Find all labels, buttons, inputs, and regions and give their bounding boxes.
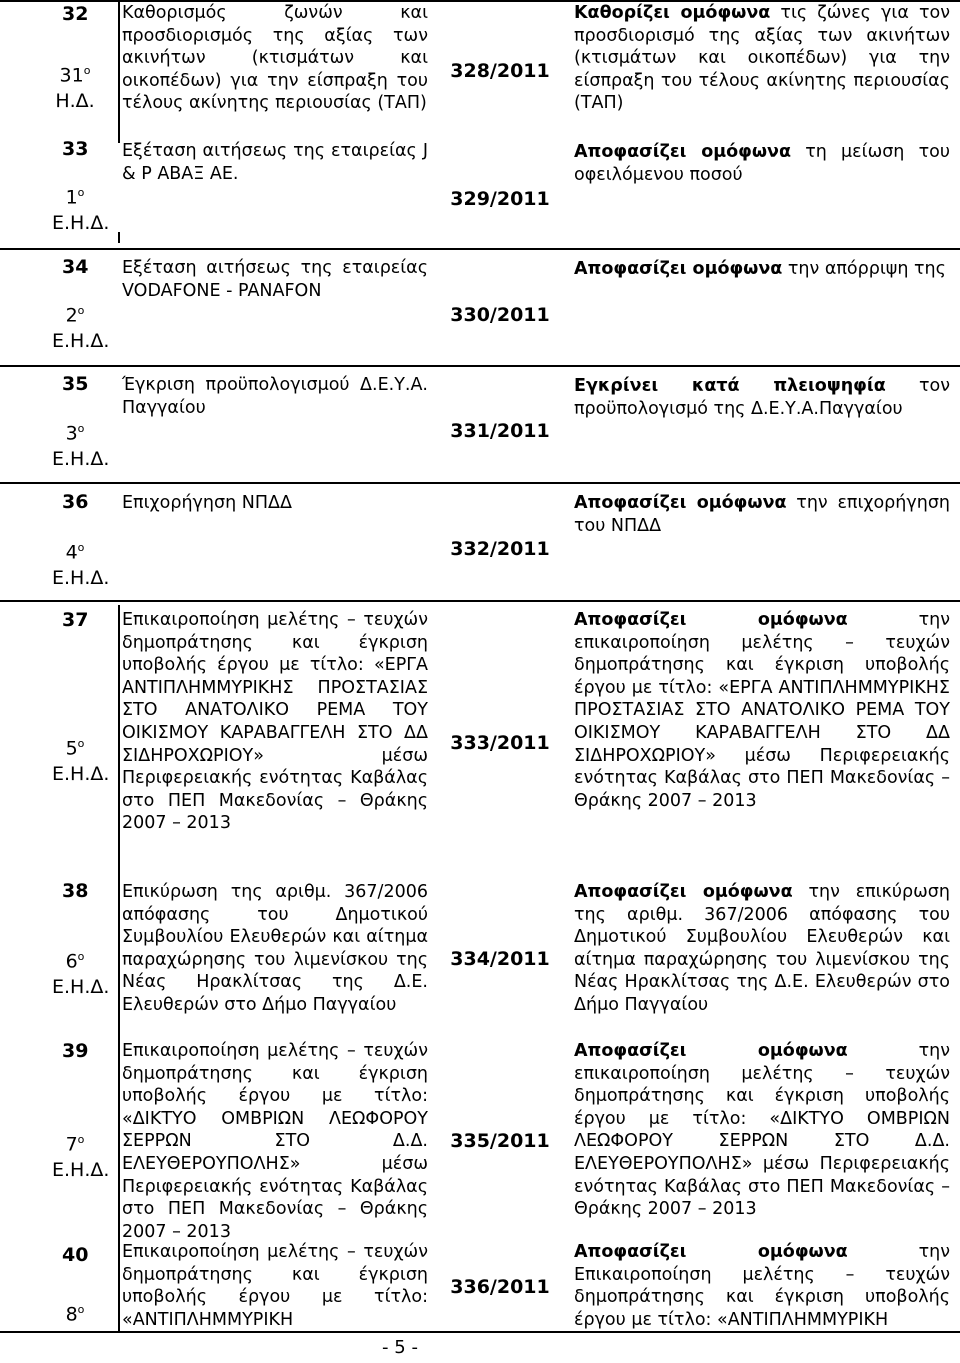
decision-text xyxy=(574,2,950,115)
session-ordinal: ο xyxy=(77,186,85,199)
item-number: 36 xyxy=(62,491,89,513)
subject-text: Έγκριση προϋπολογισμού Δ.Ε.Υ.Α. Παγγαίου xyxy=(122,375,428,418)
decision-text xyxy=(574,1241,950,1331)
decision-text xyxy=(574,141,950,186)
decision-text xyxy=(574,375,950,420)
decision-verb: Αποφασίζει ομόφωνα xyxy=(574,493,787,513)
decision-detail: την απόρριψη της xyxy=(782,259,946,279)
subject-text: Επικύρωση της αριθμ. 367/2006 απόφασης του Δημοτικού Συμβουλίου Ελευθερών και αίτημα παραχώρησης του λιμενίσκου της Νέας Ηρακλίτσας της Δ.Ε. Ελευθερών στο Δήμο Παγγαίου xyxy=(122,882,428,1015)
decision-verb: Αποφασίζει ομόφωνα xyxy=(574,259,783,279)
session-type: Η.Δ. xyxy=(55,90,95,113)
session-label xyxy=(52,58,98,114)
page-number: - 5 - xyxy=(382,1337,418,1358)
session-label xyxy=(52,1127,110,1183)
session-type: Ε.Η.Δ. xyxy=(52,448,110,471)
row-separator xyxy=(0,600,960,602)
item-number: 39 xyxy=(62,1040,89,1062)
decision-number: 336/2011 xyxy=(450,1276,550,1298)
decision-number: 332/2011 xyxy=(450,538,550,560)
session-type: Ε.Η.Δ. xyxy=(52,212,110,235)
decision-verb: Εγκρίνει κατά πλειοψηφία xyxy=(574,376,886,396)
session-number: 5 xyxy=(65,737,78,760)
decision-number: 330/2011 xyxy=(450,304,550,326)
session-type: Ε.Η.Δ. xyxy=(52,1159,110,1182)
decision-text xyxy=(574,881,950,1017)
decision-verb: Αποφασίζει ομόφωνα xyxy=(574,882,793,902)
decision-verb: Καθορίζει ομόφωνα xyxy=(574,3,771,23)
session-ordinal: ο xyxy=(77,422,85,435)
session-ordinal: ο xyxy=(77,1133,85,1146)
decision-text xyxy=(574,1040,950,1221)
decision-detail: την Επικαιροποίηση μελέτης – τευχών δημοπράτησης και έγκριση υποβολής έργου με τίτλο: «ΑΝΤΙΠΛΗΜΜΥΡΙΚΗ xyxy=(574,1242,951,1330)
column-divider xyxy=(118,605,120,1331)
decision-number: 333/2011 xyxy=(450,732,550,754)
subject-text: Επικαιροποίηση μελέτης – τευχών δημοπράτησης και έγκριση υποβολής έργου με τίτλο: «ΕΡΓΑ ΑΝΤΙΠΛΗΜΜΥΡΙΚΗΣ ΠΡΟΣΤΑΣΙΑΣ ΣΤΟ ΑΝΑΤΟΛΙΚΟ ΡΕΜΑ ΤΟΥ ΟΙΚΙΣΜΟΥ ΚΑΡΑΒΑΓΓΕΛΗ ΣΤΟ ΔΔ ΣΙΔΗΡΟΧΩΡΙΟΥ» μέσω Περιφερειακής ενότητας Καβάλας στο ΠΕΠ Μακεδονίας – Θράκης 2007 – 2013 xyxy=(122,610,428,834)
session-label xyxy=(52,416,110,472)
item-number: 32 xyxy=(62,3,89,25)
item-number: 37 xyxy=(62,609,89,631)
item-number: 33 xyxy=(62,138,89,160)
row-separator xyxy=(0,365,960,367)
row-separator xyxy=(0,482,960,484)
decision-verb: Αποφασίζει ομόφωνα xyxy=(574,1041,848,1061)
session-label xyxy=(52,298,110,354)
decision-number: 331/2011 xyxy=(450,420,550,442)
session-ordinal: ο xyxy=(77,304,85,317)
decision-verb: Αποφασίζει ομόφωνα xyxy=(574,1242,848,1262)
decision-detail: τις ζώνες για τον προσδιορισμό της αξίας των ακινήτων (κτισμάτων και οικοπέδων) για την είσπραξη του τέλους ακίνητης περιουσίας (ΤΑΠ) xyxy=(574,3,950,114)
item-number: 40 xyxy=(62,1244,89,1266)
session-ordinal: ο xyxy=(77,1303,85,1316)
session-label xyxy=(52,731,110,787)
decision-number: 328/2011 xyxy=(450,60,550,82)
item-number: 38 xyxy=(62,880,89,902)
decision-text xyxy=(574,492,950,537)
session-type: Ε.Η.Δ. xyxy=(52,976,110,999)
session-type: Ε.Η.Δ. xyxy=(52,763,110,786)
decision-text xyxy=(574,258,950,281)
subject-text: Εξέταση αιτήσεως της εταιρείας VODAFONE - PANAFON xyxy=(122,258,428,301)
session-type: Ε.Η.Δ. xyxy=(52,330,110,353)
row-separator xyxy=(0,248,960,250)
decision-number: 335/2011 xyxy=(450,1130,550,1152)
session-number: 6 xyxy=(65,950,78,973)
session-number: 7 xyxy=(65,1133,78,1156)
subject-text: Εξέταση αιτήσεως της εταιρείας J & P ΑΒΑΞ ΑΕ. xyxy=(122,141,428,184)
subject-text: Επικαιροποίηση μελέτης – τευχών δημοπράτησης και έγκριση υποβολής έργου με τίτλο: «ΔΙΚΤΥΟ ΟΜΒΡΙΩΝ ΛΕΩΦΟΡΟΥ ΣΕΡΡΩΝ ΣΤΟ Δ.Δ. ΕΛΕΥΘΕΡΟΥΠΟΛΗΣ» μέσω Περιφερειακής ενότητας Καβάλας στο ΠΕΠ Μακεδονίας – Θράκης 2007 – 2013 xyxy=(122,1041,428,1242)
item-number: 34 xyxy=(62,256,89,278)
column-divider xyxy=(118,0,120,143)
column-divider xyxy=(118,232,120,243)
session-number: 2 xyxy=(65,304,78,327)
session-number: 31 xyxy=(59,64,84,87)
session-ordinal: ο xyxy=(77,541,85,554)
session-number: 8 xyxy=(65,1303,78,1326)
session-label xyxy=(52,1297,98,1327)
subject-text: Καθορισμός ζωνών και προσδιορισμός της αξίας των ακινήτων (κτισμάτων και οικοπέδων) για την είσπραξη του τέλους ακίνητης περιουσίας (ΤΑΠ) xyxy=(122,3,428,114)
decision-verb: Αποφασίζει ομόφωνα xyxy=(574,610,848,630)
decision-detail: την επικαιροποίηση μελέτης – τευχών δημοπράτησης και έγκριση υποβολής έργου με τίτλο: «ΔΙΚΤΥΟ ΟΜΒΡΙΩΝ ΛΕΩΦΟΡΟΥ ΣΕΡΡΩΝ ΣΤΟ Δ.Δ. ΕΛΕΥΘΕΡΟΥΠΟΛΗΣ» μέσω Περιφερειακής ενότητας Καβάλας στο ΠΕΠ Μακεδονίας – Θράκης 2007 – 2013 xyxy=(574,1041,951,1220)
session-label xyxy=(52,180,110,236)
subject-text: Επικαιροποίηση μελέτης – τευχών δημοπράτησης και έγκριση υποβολής έργου με τίτλο: «ΑΝΤΙΠΛΗΜΜΥΡΙΚΗ xyxy=(122,1242,428,1330)
session-number: 1 xyxy=(65,186,78,209)
session-label xyxy=(52,535,110,591)
session-ordinal: ο xyxy=(77,950,85,963)
session-number: 4 xyxy=(65,541,78,564)
session-ordinal: ο xyxy=(77,737,85,750)
decision-text xyxy=(574,609,950,812)
session-type: Ε.Η.Δ. xyxy=(52,567,110,590)
decision-number: 329/2011 xyxy=(450,188,550,210)
item-number: 35 xyxy=(62,373,89,395)
session-ordinal: ο xyxy=(83,64,91,77)
decision-verb: Αποφασίζει ομόφωνα xyxy=(574,142,791,162)
session-label xyxy=(52,944,110,1000)
decision-detail: την επικαιροποίηση μελέτης – τευχών δημοπράτησης και έγκριση υποβολής έργου με τίτλο: «ΕΡΓΑ ΑΝΤΙΠΛΗΜΜΥΡΙΚΗΣ ΠΡΟΣΤΑΣΙΑΣ ΣΤΟ ΑΝΑΤΟΛΙΚΟ ΡΕΜΑ ΤΟΥ ΟΙΚΙΣΜΟΥ ΚΑΡΑΒΑΓΓΕΛΗ ΣΤΟ ΔΔ ΣΙΔΗΡΟΧΩΡΙΟΥ» μέσω Περιφερειακής ενότητας Καβάλας στο ΠΕΠ Μακεδονίας – Θράκης 2007 – 2013 xyxy=(574,610,951,811)
decision-detail: την επικύρωση της αριθμ. 367/2006 απόφασης του Δημοτικού Συμβουλίου Ελευθερών και αίτημα παραχώρησης του λιμενίσκου της Νέας Ηρακλίτσας της Δ.Ε. Ελευθερών στο Δήμο Παγγαίου xyxy=(574,882,950,1015)
session-number: 3 xyxy=(65,422,78,445)
decision-detail: τη μείωση του οφειλόμενου ποσού xyxy=(574,142,950,185)
decision-detail: την επιχορήγηση του ΝΠΔΔ xyxy=(574,493,951,536)
decision-number: 334/2011 xyxy=(450,948,550,970)
decision-detail: τον προϋπολογισμό της Δ.Ε.Υ.Α.Παγγαίου xyxy=(574,376,950,419)
subject-text: Επιχορήγηση ΝΠΔΔ xyxy=(122,493,292,513)
